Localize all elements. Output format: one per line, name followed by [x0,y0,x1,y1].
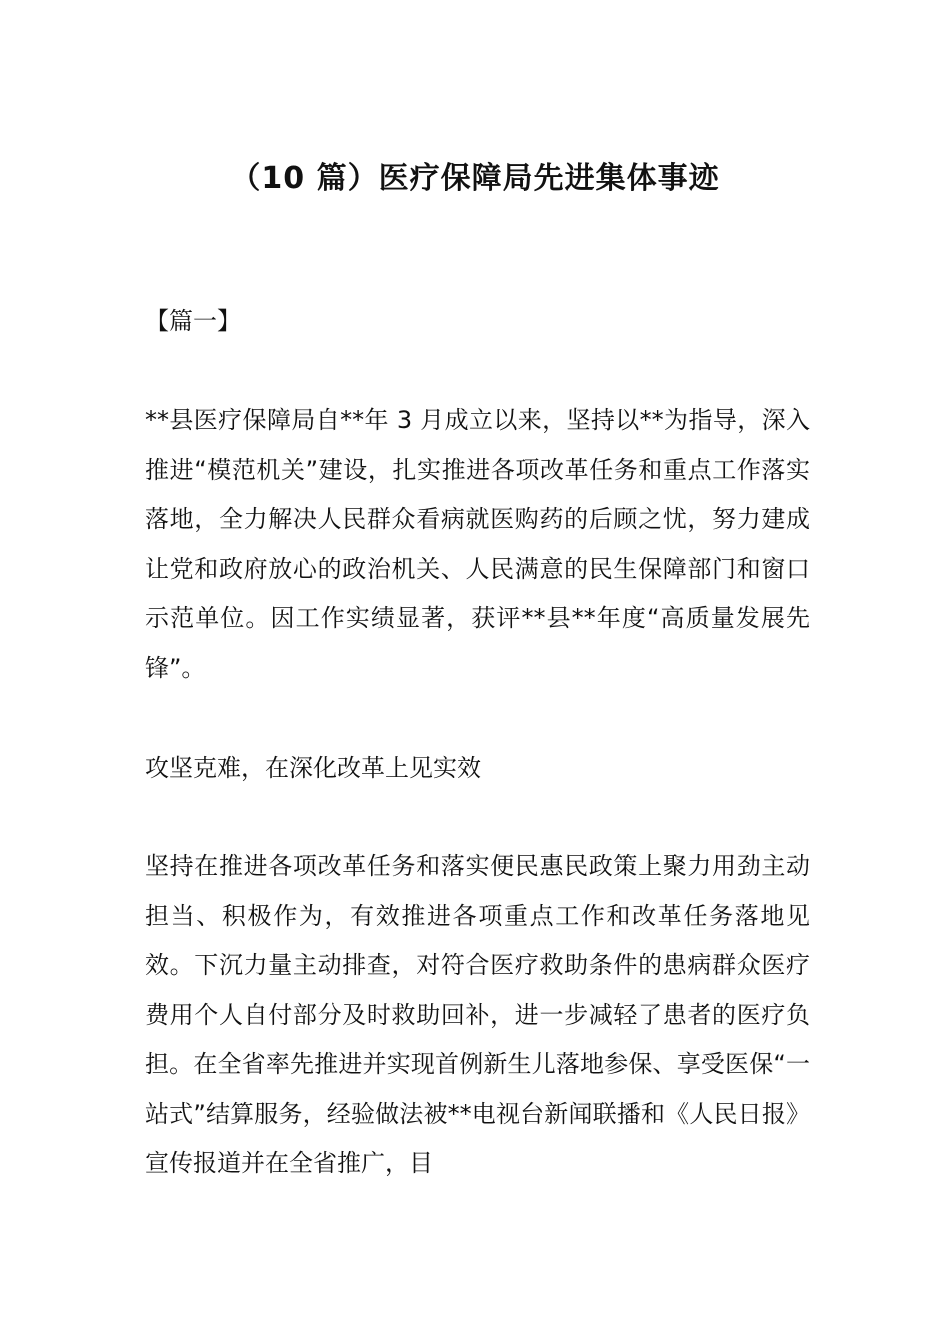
document-title: （10 篇）医疗保障局先进集体事迹 [230,161,720,196]
section-marker: 【篇一】 [145,307,241,335]
paragraph-reform: 坚持在推进各项改革任务和落实便民惠民政策上聚力用劲主动担当、积极作为，有效推进各项重点工作和改革任务落地见效。下沉力量主动排查，对符合医疗救助条件的患病群众医疗费用个人自付部分及时救助回补，进一步减轻了患者的医疗负担。在全省率先推进并实现首例新生儿落地参保、享受医保“一站式”结算服务，经验做法被**电视台新闻联播和《人民日报》宣传报道并在全省推广，目 [145,852,810,1177]
paragraph-subheading: 攻坚克难，在深化改革上见实效 [145,754,481,782]
paragraph-intro: **县医疗保障局自**年 3 月成立以来，坚持以**为指导，深入推进“模范机关”建设，扎实推进各项改革任务和重点工作落实落地，全力解决人民群众看病就医购药的后顾之忧，努力建成让党和政府放心的政治机关、人民满意的民生保障部门和窗口示范单位。因工作实绩显著，获评**县**年度“高质量发展先锋”。 [145,406,810,682]
